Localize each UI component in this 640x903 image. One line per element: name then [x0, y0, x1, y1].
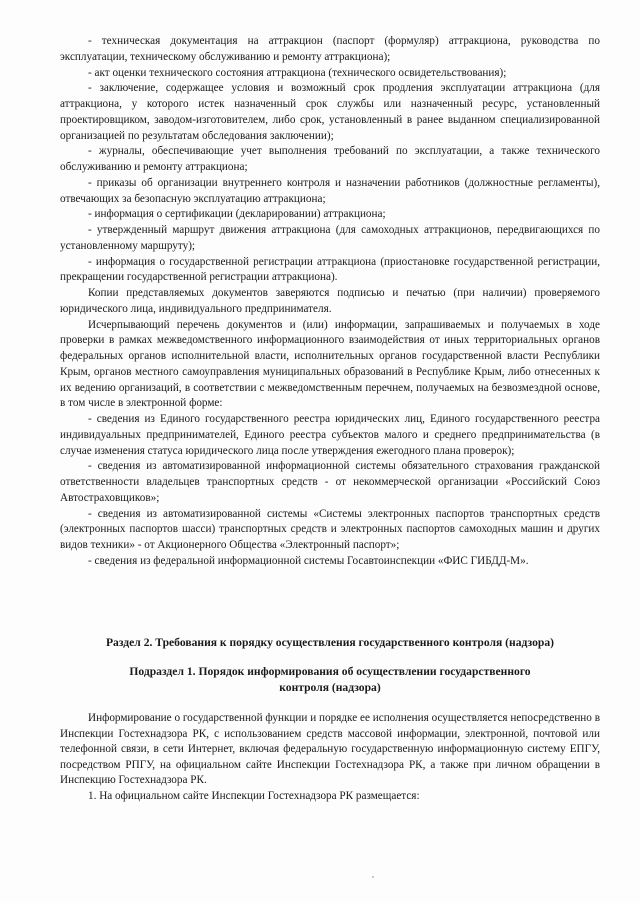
document-body	[60, 34, 600, 570]
paragraph: Исчерпывающий перечень документов и (или) информации, запрашиваемых и получаемых в ходе проверки в рамках межведомственного информационного взаимодействия от иных территориальных органов федеральных органов исполнительной власти, исполнительных органов государственной власти Республики Крым, органов местного самоуправления муниципальных образований в Республике Крым, либо отнесенных к их ведению организаций, в соответствии с межведомственным перечнем, получаемых на безвозмездной основе, в том числе в электронной форме:	[60, 318, 600, 410]
paragraph: Копии представляемых документов заверяются подписью и печатью (при наличии) проверяемого юридического лица, индивидуального предпринимателя.	[60, 287, 600, 315]
paragraph: - заключение, содержащее условия и возможный срок продления эксплуатации аттракциона (для аттракциона, у которого истек назначенный срок службы или назначенный ресурс, установленный проектировщиком, заводом-изготовителем, либо срок, установленный в ранее выданном специализированной организацией по результатам обследования заключении);	[60, 82, 600, 142]
paragraph: 1. На официальном сайте Инспекции Гостехнадзора РК размещается:	[88, 789, 420, 802]
paragraph: - сведения из автоматизированной системы «Системы электронных паспортов транспортных средств (электронных паспортов шасси) транспортных средств и электронных паспортов самоходных машин и других видов техники» - от Акционерного Общества «Электронный паспорт»;	[60, 507, 600, 551]
paragraph: - сведения из автоматизированной информационной системы обязательного страхования гражданской ответственности владельцев транспортных средств - от некоммерческой организации «Российский Союз Автостраховщиков»;	[60, 460, 600, 504]
paragraph: - информация о сертификации (декларировании) аттракциона;	[88, 208, 386, 221]
scan-speck	[372, 876, 374, 878]
paragraph: - техническая документация на аттракцион (паспорт (формуляр) аттракциона, руководства по эксплуатации, техническому обслуживанию и ремонту аттракциона);	[60, 35, 600, 63]
document-body-2	[60, 711, 600, 804]
paragraph: - приказы об организации внутреннего контроля и назначении работников (должностные регламенты), отвечающих за безопасную эксплуатацию аттракциона;	[60, 176, 600, 205]
paragraph: Информирование о государственной функции и порядке ее исполнения осуществляется непосредственно в Инспекции Гостехнадзора РК, с использованием средств массовой информации, электронной, почтовой или телефонной связи, в сети Интернет, включая федеральную государственную информационную систему ЕПГУ, посредством РПГУ, на официальном сайте Инспекции Гостехнадзора РК, а также при личном обращении в Инспекцию Гостехнадзора РК.	[60, 712, 600, 786]
section-heading: Раздел 2. Требования к порядку осуществления государственного контроля (надзора)	[105, 636, 555, 649]
paragraph: - информация о государственной регистрации аттракциона (приостановке государственной регистрации, прекращении государственной регистрации аттракциона).	[60, 255, 600, 284]
paragraph: - сведения из Единого государственного реестра юридических лиц, Единого государственного реестра индивидуальных предпринимателей, Единого реестра субъектов малого и среднего предпринимательства (в случае изменения статуса юридического лица после утверждения ежегодного плана проверок);	[60, 413, 600, 457]
paragraph: - сведения из федеральной информационной системы Госавтоинспекции «ФИС ГИБДД-М».	[88, 554, 529, 567]
paragraph: - акт оценки технического состояния аттракциона (технического освидетельствования);	[88, 66, 507, 79]
subsection-heading: Подраздел 1. Порядок информирования об осуществлении государственного контроля (надзора)	[129, 665, 531, 694]
paragraph: - журналы, обеспечивающие учет выполнения требований по эксплуатации, а также технического обслуживанию и ремонту аттракциона;	[60, 145, 600, 173]
paragraph: - утвержденный маршрут движения аттракциона (для самоходных аттракционов, передвигающихся по установленному маршруту);	[60, 224, 600, 252]
